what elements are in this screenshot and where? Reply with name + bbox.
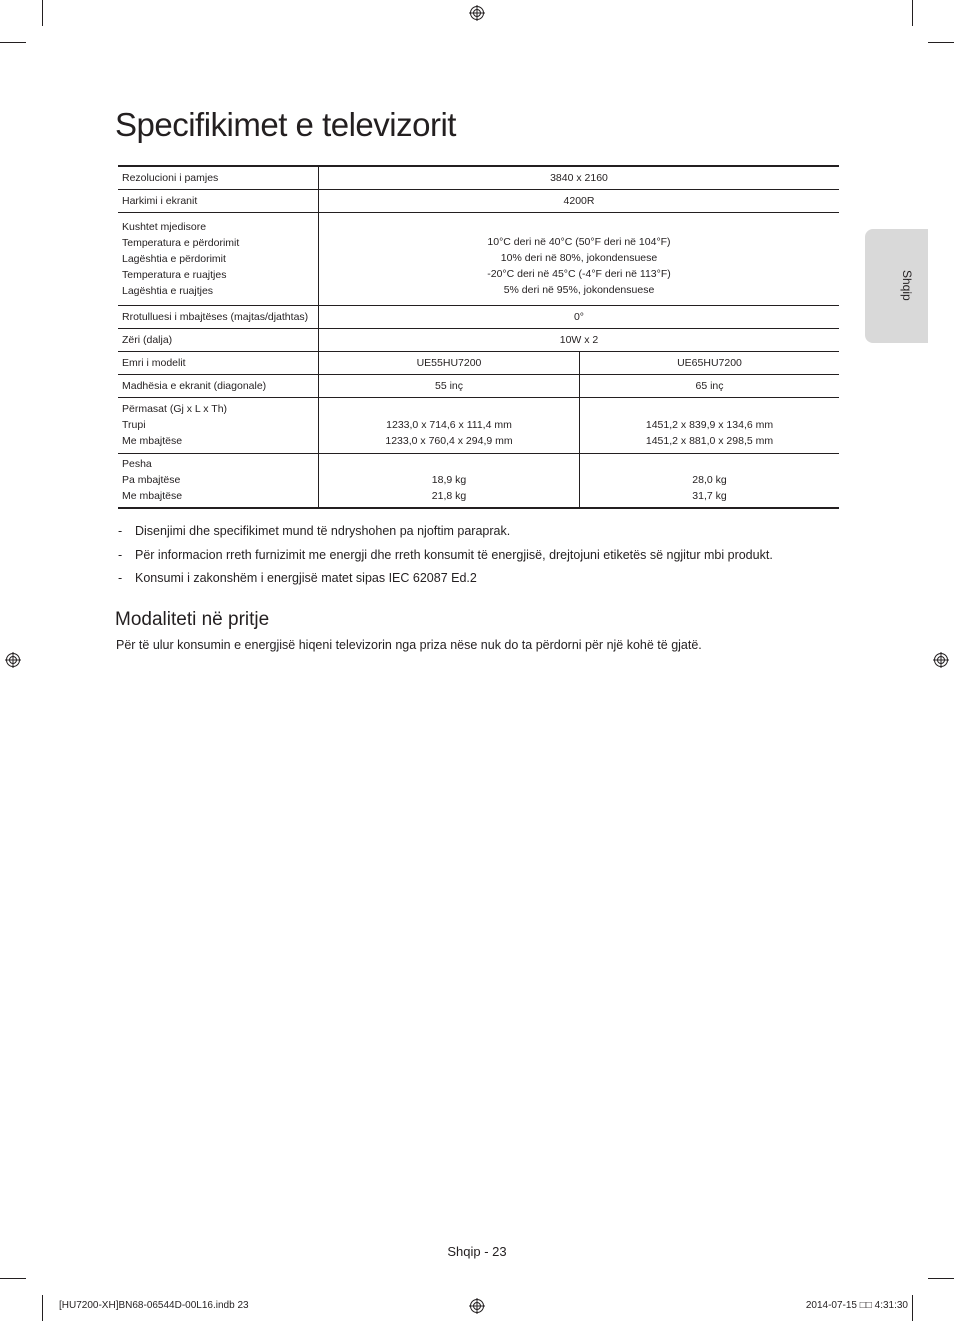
page-number: Shqip - 23	[447, 1244, 507, 1259]
spec-value-line: 10% deri në 80%, jokondensuese	[500, 251, 658, 264]
note-text: Konsumi i zakonshëm i energjisë matet sipas IEC 62087 Ed.2	[135, 571, 477, 585]
crop-mark	[928, 42, 954, 43]
spec-value: UE55HU7200	[319, 351, 580, 374]
spec-value-line: 31,7 kg	[692, 490, 727, 503]
spec-value-line: 18,9 kg	[431, 474, 467, 487]
list-item	[118, 522, 838, 546]
table-row	[118, 328, 839, 351]
note-text: Disenjimi dhe specifikimet mund të ndryshohen pa njoftim paraprak.	[135, 524, 511, 538]
spec-label-line: Temperatura e ruajtjes	[122, 268, 227, 281]
bullet-dash: -	[118, 571, 123, 585]
table-row	[118, 305, 839, 328]
spec-value-line: 5% deri në 95%, jokondensuese	[503, 283, 655, 296]
spec-label-line: Temperatura e përdorimit	[122, 236, 240, 249]
spec-label-line: Me mbajtëse	[122, 435, 183, 447]
registration-mark-icon	[469, 5, 485, 21]
page-title: Specifikimet e televizorit	[115, 106, 456, 143]
crop-mark	[0, 42, 26, 43]
spec-value: 3840 x 2160	[319, 166, 840, 189]
spec-value-line: 1233,0 x 714,6 x 111,4 mm	[386, 419, 512, 431]
list-item	[118, 546, 838, 570]
spec-label: Rezolucioni i pamjes	[118, 166, 319, 189]
spec-label: Harkimi i ekranit	[118, 189, 319, 212]
print-file-info: [HU7200-XH]BN68-06544D-00L16.indb 23	[59, 1300, 249, 1311]
spec-label: Zëri (dalja)	[118, 328, 319, 351]
table-row	[118, 212, 839, 305]
spec-value: 65 inç	[580, 374, 840, 397]
bullet-dash: -	[118, 547, 123, 562]
spec-value-line: -20°C deri në 45°C (-4°F deri në 113°F)	[487, 267, 671, 280]
table-row	[118, 374, 839, 397]
registration-mark-icon	[469, 1298, 485, 1314]
table-row	[118, 397, 839, 453]
crop-mark	[42, 1295, 43, 1321]
crop-mark	[0, 1278, 26, 1279]
registration-mark-icon	[5, 652, 21, 668]
spec-value	[319, 397, 580, 453]
registration-mark-icon	[933, 652, 949, 668]
spec-value-line: 1233,0 x 760,4 x 294,9 mm	[385, 435, 513, 447]
spec-label: Emri i modelit	[118, 351, 319, 374]
spec-label-line: Me mbajtëse	[122, 490, 183, 503]
table-row	[118, 351, 839, 374]
note-text: Për informacion rreth furnizimit me energji dhe rreth konsumit të energjisë, drejtojuni etiketës së ngjitur mbi produkt.	[135, 547, 773, 562]
spec-label-line: Trupi	[122, 419, 146, 431]
spec-value: 10W x 2	[319, 328, 840, 351]
table-row	[118, 166, 839, 189]
spec-label	[118, 397, 319, 453]
section-heading: Modaliteti në pritje	[115, 609, 270, 630]
spec-label-line: Lagështia e ruajtjes	[122, 284, 214, 297]
spec-label-line: Pesha	[122, 458, 152, 471]
spec-value	[319, 453, 580, 508]
crop-mark	[912, 1295, 913, 1321]
notes-list	[118, 522, 838, 593]
spec-label-line: Kushtet mjedisore	[122, 220, 207, 233]
spec-label	[118, 212, 319, 305]
spec-label-line: Pa mbajtëse	[122, 474, 181, 487]
spec-label-line: Lagështia e përdorimit	[122, 252, 226, 265]
language-tab-label: Shqip	[900, 270, 914, 301]
spec-value-line: 21,8 kg	[431, 490, 467, 503]
spec-table	[118, 165, 839, 509]
spec-value: UE65HU7200	[580, 351, 840, 374]
spec-value-line: 10°C deri në 40°C (50°F deri në 104°F)	[487, 235, 671, 248]
table-row	[118, 189, 839, 212]
spec-value	[319, 212, 840, 305]
spec-label: Madhësia e ekranit (diagonale)	[118, 374, 319, 397]
spec-value: 4200R	[319, 189, 840, 212]
spec-value	[580, 453, 840, 508]
spec-value-line: 28,0 kg	[692, 474, 727, 487]
spec-label	[118, 453, 319, 508]
crop-mark	[42, 0, 43, 26]
spec-value-line: 1451,2 x 839,9 x 134,6 mm	[645, 419, 774, 431]
spec-value: 0°	[319, 305, 840, 328]
print-timestamp: 2014-07-15 □□ 4:31:30	[805, 1300, 908, 1311]
crop-mark	[928, 1278, 954, 1279]
spec-label-line: Përmasat (Gj x L x Th)	[122, 403, 228, 415]
spec-label: Rrotulluesi i mbajtëses (majtas/djathtas)	[118, 305, 319, 328]
list-item	[118, 569, 838, 593]
table-row	[118, 453, 839, 508]
section-paragraph: Për të ulur konsumin e energjisë hiqeni televizorin nga priza nëse nuk do ta përdorni për një kohë të gjatë.	[116, 638, 702, 652]
spec-value: 55 inç	[319, 374, 580, 397]
spec-value	[580, 397, 840, 453]
crop-mark	[912, 0, 913, 26]
bullet-dash: -	[118, 524, 123, 538]
spec-value-line: 1451,2 x 881,0 x 298,5 mm	[645, 435, 774, 447]
